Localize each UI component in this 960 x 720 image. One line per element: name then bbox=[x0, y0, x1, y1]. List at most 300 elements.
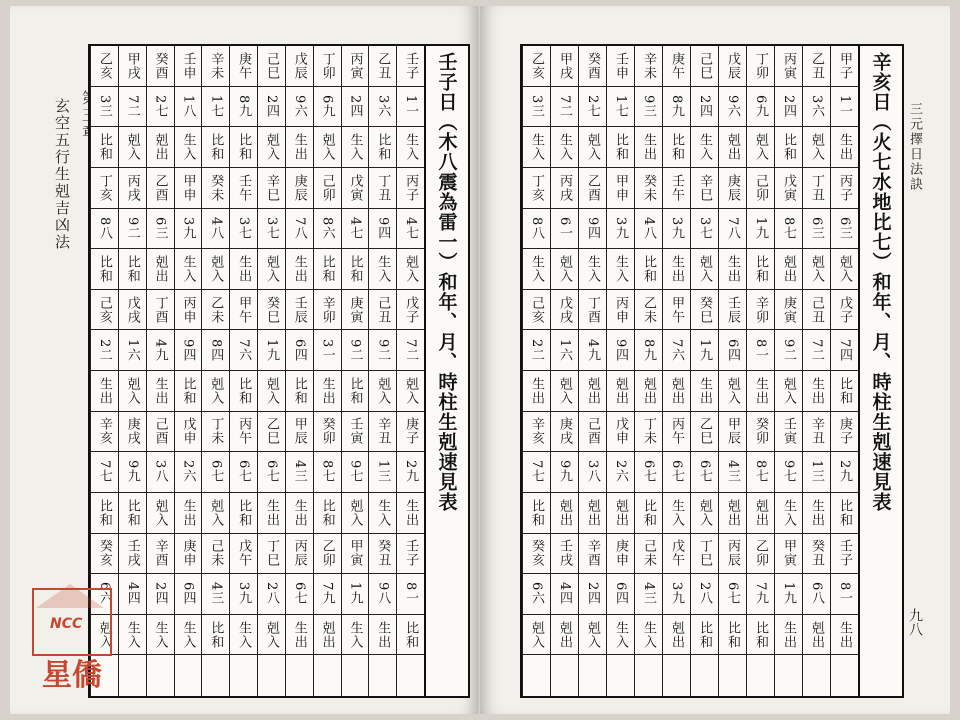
table-cell: 剋出 bbox=[550, 615, 578, 656]
table-cell: 8九 bbox=[634, 330, 662, 371]
page-number: 九八 bbox=[907, 608, 923, 636]
table-cell: 生入 bbox=[578, 249, 606, 290]
table-cell: 生入 bbox=[550, 127, 578, 168]
table-cell: 生出 bbox=[718, 249, 746, 290]
table-cell: 生入 bbox=[522, 249, 550, 290]
table-cell: 壬寅 bbox=[774, 412, 802, 453]
table-cell: 9九 bbox=[550, 452, 578, 493]
table-cell: 辛酉 bbox=[578, 534, 606, 575]
table-cell: 生入 bbox=[341, 615, 369, 656]
table-cell: 9七 bbox=[774, 452, 802, 493]
table-cell: 丙辰 bbox=[285, 534, 313, 575]
table-cell: 比和 bbox=[341, 371, 369, 412]
table-cell: 2七 bbox=[578, 87, 606, 128]
table-cell: 6四 bbox=[174, 574, 202, 615]
table-cell: 剋入 bbox=[90, 615, 118, 656]
table-cell: 剋出 bbox=[718, 493, 746, 534]
table-cell: 6七 bbox=[229, 452, 257, 493]
table-cell: 比和 bbox=[606, 127, 634, 168]
table-cell: 丁酉 bbox=[578, 290, 606, 331]
table-cell: 剋入 bbox=[257, 615, 285, 656]
table-cell: 剋入 bbox=[201, 249, 229, 290]
table-cell: 庚子 bbox=[830, 412, 858, 453]
table-cell: 壬戌 bbox=[550, 534, 578, 575]
table-cell: 甲辰 bbox=[285, 412, 313, 453]
table-cell: 9八 bbox=[368, 574, 396, 615]
table-cell: 9二 bbox=[368, 330, 396, 371]
table-cell-empty bbox=[690, 655, 718, 696]
table-cell: 剋入 bbox=[201, 493, 229, 534]
table-cell: 癸丑 bbox=[368, 534, 396, 575]
table-cell: 丙辰 bbox=[718, 534, 746, 575]
table-cell: 甲申 bbox=[174, 168, 202, 209]
left-table-grid bbox=[90, 46, 424, 696]
table-cell: 剋入 bbox=[368, 371, 396, 412]
table-cell: 6四 bbox=[718, 330, 746, 371]
table-cell: 壬午 bbox=[229, 168, 257, 209]
table-cell-empty bbox=[285, 655, 313, 696]
table-cell: 癸巳 bbox=[690, 290, 718, 331]
table-cell: 9七 bbox=[341, 452, 369, 493]
table-cell: 3六 bbox=[802, 87, 830, 128]
table-cell: 比和 bbox=[229, 371, 257, 412]
table-cell: 9四 bbox=[606, 330, 634, 371]
table-cell: 比和 bbox=[522, 493, 550, 534]
table-cell: 生出 bbox=[174, 493, 202, 534]
table-cell: 8七 bbox=[313, 452, 341, 493]
table-cell: 壬辰 bbox=[285, 290, 313, 331]
table-cell: 8九 bbox=[229, 87, 257, 128]
table-cell: 丁未 bbox=[634, 412, 662, 453]
table-cell: 6四 bbox=[285, 330, 313, 371]
table-cell-empty bbox=[118, 655, 146, 696]
table-cell: 6七 bbox=[201, 452, 229, 493]
table-cell: 6七 bbox=[634, 452, 662, 493]
table-cell: 庚午 bbox=[229, 46, 257, 87]
table-cell: 6七 bbox=[690, 452, 718, 493]
table-cell: 比和 bbox=[718, 615, 746, 656]
table-cell: 剋出 bbox=[802, 615, 830, 656]
table-cell-empty bbox=[802, 655, 830, 696]
table-cell: 丙戌 bbox=[550, 168, 578, 209]
table-cell: 3七 bbox=[229, 209, 257, 250]
table-cell: 生入 bbox=[774, 493, 802, 534]
table-cell: 甲寅 bbox=[341, 534, 369, 575]
left-table-title: 壬子日（木八震為雷一）和年、月、時柱生剋速見表 bbox=[435, 52, 458, 512]
table-cell: 9四 bbox=[578, 209, 606, 250]
table-cell: 戊寅 bbox=[341, 168, 369, 209]
table-cell: 8六 bbox=[313, 209, 341, 250]
table-cell: 3三 bbox=[522, 87, 550, 128]
table-cell: 丙寅 bbox=[774, 46, 802, 87]
table-cell: 1六 bbox=[118, 330, 146, 371]
table-cell: 丙申 bbox=[606, 290, 634, 331]
table-cell-empty bbox=[634, 655, 662, 696]
table-cell: 比和 bbox=[368, 127, 396, 168]
table-cell: 甲戌 bbox=[118, 46, 146, 87]
table-cell: 7二 bbox=[802, 330, 830, 371]
table-cell: 8七 bbox=[774, 209, 802, 250]
right-table-grid bbox=[522, 46, 858, 696]
table-cell: 辛未 bbox=[201, 46, 229, 87]
table-cell: 比和 bbox=[90, 127, 118, 168]
table-cell: 比和 bbox=[313, 493, 341, 534]
table-cell: 乙丑 bbox=[802, 46, 830, 87]
table-cell: 3七 bbox=[690, 209, 718, 250]
table-cell: 3九 bbox=[606, 209, 634, 250]
table-cell: 生出 bbox=[285, 615, 313, 656]
table-cell: 剋入 bbox=[578, 615, 606, 656]
right-table-title: 辛亥日（火七水地比七）和年、月、時柱生剋速見表 bbox=[869, 52, 892, 512]
table-cell: 生出 bbox=[830, 127, 858, 168]
table-cell: 辛卯 bbox=[746, 290, 774, 331]
table-cell: 2四 bbox=[341, 87, 369, 128]
table-cell: 丁丑 bbox=[368, 168, 396, 209]
table-cell: 4四 bbox=[118, 574, 146, 615]
table-cell: 比和 bbox=[229, 127, 257, 168]
table-cell: 生入 bbox=[368, 493, 396, 534]
table-cell: 癸酉 bbox=[146, 46, 174, 87]
table-cell-empty bbox=[146, 655, 174, 696]
table-cell: 4七 bbox=[341, 209, 369, 250]
table-cell: 1九 bbox=[690, 330, 718, 371]
table-cell: 丁丑 bbox=[802, 168, 830, 209]
table-cell: 生出 bbox=[774, 615, 802, 656]
table-cell: 2四 bbox=[146, 574, 174, 615]
table-cell: 丁巳 bbox=[690, 534, 718, 575]
table-cell: 剋出 bbox=[662, 615, 690, 656]
table-cell: 剋入 bbox=[550, 249, 578, 290]
table-cell: 丁亥 bbox=[90, 168, 118, 209]
table-cell: 1一 bbox=[396, 87, 424, 128]
table-cell-empty bbox=[396, 655, 424, 696]
table-cell: 丁巳 bbox=[257, 534, 285, 575]
table-cell: 3九 bbox=[229, 574, 257, 615]
table-cell: 比和 bbox=[396, 615, 424, 656]
table-cell-empty bbox=[550, 655, 578, 696]
table-cell: 戊申 bbox=[174, 412, 202, 453]
table-cell: 生入 bbox=[606, 615, 634, 656]
table-cell: 2四 bbox=[578, 574, 606, 615]
table-cell: 庚申 bbox=[606, 534, 634, 575]
table-cell: 己未 bbox=[201, 534, 229, 575]
table-cell: 7九 bbox=[746, 574, 774, 615]
table-cell: 剋入 bbox=[313, 127, 341, 168]
table-cell: 6八 bbox=[802, 574, 830, 615]
table-cell: 己卯 bbox=[313, 168, 341, 209]
table-cell: 6九 bbox=[746, 87, 774, 128]
table-cell: 生出 bbox=[229, 249, 257, 290]
table-cell: 己丑 bbox=[802, 290, 830, 331]
table-cell: 4八 bbox=[201, 209, 229, 250]
table-cell: 3一 bbox=[313, 330, 341, 371]
table-cell: 比和 bbox=[118, 249, 146, 290]
table-cell: 剋入 bbox=[257, 127, 285, 168]
table-cell: 剋入 bbox=[118, 371, 146, 412]
table-cell: 剋入 bbox=[802, 127, 830, 168]
table-cell: 戊子 bbox=[830, 290, 858, 331]
table-cell: 剋入 bbox=[830, 249, 858, 290]
table-cell: 庚申 bbox=[174, 534, 202, 575]
table-cell: 生出 bbox=[285, 249, 313, 290]
table-cell: 3九 bbox=[662, 574, 690, 615]
table-cell: 丙寅 bbox=[341, 46, 369, 87]
table-cell: 壬午 bbox=[662, 168, 690, 209]
logo-small-text: NCC bbox=[50, 616, 83, 632]
table-cell: 6一 bbox=[550, 209, 578, 250]
table-cell: 丁酉 bbox=[146, 290, 174, 331]
table-cell: 生出 bbox=[522, 371, 550, 412]
table-cell: 8八 bbox=[90, 209, 118, 250]
table-cell: 剋入 bbox=[396, 249, 424, 290]
table-cell: 7八 bbox=[718, 209, 746, 250]
table-cell-empty bbox=[606, 655, 634, 696]
table-cell: 乙巳 bbox=[690, 412, 718, 453]
table-cell-empty bbox=[257, 655, 285, 696]
table-cell: 比和 bbox=[201, 615, 229, 656]
table-cell: 癸未 bbox=[201, 168, 229, 209]
table-cell: 生入 bbox=[522, 127, 550, 168]
table-cell-empty bbox=[229, 655, 257, 696]
table-cell: 1三 bbox=[802, 452, 830, 493]
table-cell: 甲辰 bbox=[718, 412, 746, 453]
table-cell: 癸丑 bbox=[802, 534, 830, 575]
table-cell: 3九 bbox=[662, 209, 690, 250]
table-cell: 2八 bbox=[257, 574, 285, 615]
table-cell: 庚戌 bbox=[550, 412, 578, 453]
table-cell: 丙戌 bbox=[118, 168, 146, 209]
table-cell: 2八 bbox=[690, 574, 718, 615]
table-cell: 比和 bbox=[746, 249, 774, 290]
table-cell: 辛巳 bbox=[690, 168, 718, 209]
table-cell: 己酉 bbox=[146, 412, 174, 453]
table-cell: 丁卯 bbox=[746, 46, 774, 87]
table-cell: 6九 bbox=[313, 87, 341, 128]
table-cell: 6六 bbox=[522, 574, 550, 615]
table-cell: 生入 bbox=[229, 615, 257, 656]
table-cell: 生出 bbox=[313, 371, 341, 412]
table-cell: 1九 bbox=[257, 330, 285, 371]
table-cell: 生入 bbox=[118, 615, 146, 656]
table-cell: 癸卯 bbox=[313, 412, 341, 453]
table-cell: 剋出 bbox=[578, 371, 606, 412]
table-cell: 庚午 bbox=[662, 46, 690, 87]
table-cell: 己未 bbox=[634, 534, 662, 575]
table-cell: 剋入 bbox=[690, 493, 718, 534]
table-cell: 比和 bbox=[690, 615, 718, 656]
table-cell: 4九 bbox=[146, 330, 174, 371]
table-cell: 己巳 bbox=[257, 46, 285, 87]
table-cell: 7七 bbox=[522, 452, 550, 493]
table-cell: 生入 bbox=[690, 127, 718, 168]
table-cell: 9二 bbox=[118, 209, 146, 250]
table-cell: 生出 bbox=[285, 493, 313, 534]
table-cell-empty bbox=[746, 655, 774, 696]
table-cell: 乙亥 bbox=[522, 46, 550, 87]
table-cell: 剋出 bbox=[718, 127, 746, 168]
table-cell: 庚辰 bbox=[718, 168, 746, 209]
table-cell: 9二 bbox=[774, 330, 802, 371]
left-title-column bbox=[424, 46, 468, 696]
table-cell: 3六 bbox=[368, 87, 396, 128]
table-cell: 生入 bbox=[368, 249, 396, 290]
table-cell: 戊午 bbox=[229, 534, 257, 575]
table-cell: 6四 bbox=[606, 574, 634, 615]
table-cell: 剋入 bbox=[118, 127, 146, 168]
table-cell: 庚辰 bbox=[285, 168, 313, 209]
table-cell: 1九 bbox=[341, 574, 369, 615]
table-cell: 3九 bbox=[174, 209, 202, 250]
table-cell: 生出 bbox=[396, 493, 424, 534]
table-cell: 4八 bbox=[634, 209, 662, 250]
right-title-column bbox=[858, 46, 902, 696]
table-cell: 生出 bbox=[746, 371, 774, 412]
table-cell: 9四 bbox=[174, 330, 202, 371]
table-cell: 9四 bbox=[368, 209, 396, 250]
table-cell: 剋出 bbox=[774, 249, 802, 290]
table-cell: 生出 bbox=[285, 127, 313, 168]
table-cell: 戊辰 bbox=[718, 46, 746, 87]
table-cell: 乙巳 bbox=[257, 412, 285, 453]
table-cell: 壬戌 bbox=[118, 534, 146, 575]
table-cell: 戊申 bbox=[606, 412, 634, 453]
table-cell: 生入 bbox=[341, 127, 369, 168]
table-cell: 辛未 bbox=[634, 46, 662, 87]
table-cell: 丙申 bbox=[174, 290, 202, 331]
table-cell: 丙子 bbox=[396, 168, 424, 209]
table-cell: 戊戌 bbox=[550, 290, 578, 331]
table-cell: 6七 bbox=[718, 574, 746, 615]
table-cell: 6三 bbox=[146, 209, 174, 250]
table-cell: 丙午 bbox=[229, 412, 257, 453]
table-cell: 剋出 bbox=[146, 127, 174, 168]
table-cell: 8一 bbox=[396, 574, 424, 615]
table-cell: 戊子 bbox=[396, 290, 424, 331]
table-cell: 甲子 bbox=[830, 46, 858, 87]
table-cell: 6三 bbox=[802, 209, 830, 250]
table-cell: 生出 bbox=[257, 493, 285, 534]
table-cell: 戊寅 bbox=[774, 168, 802, 209]
table-cell: 8四 bbox=[201, 330, 229, 371]
table-cell: 壬申 bbox=[606, 46, 634, 87]
table-cell: 癸卯 bbox=[746, 412, 774, 453]
table-cell: 剋入 bbox=[746, 127, 774, 168]
table-cell: 剋入 bbox=[146, 493, 174, 534]
table-cell: 癸未 bbox=[634, 168, 662, 209]
table-cell: 9六 bbox=[285, 87, 313, 128]
table-cell: 8八 bbox=[522, 209, 550, 250]
table-cell: 癸亥 bbox=[90, 534, 118, 575]
table-cell-empty bbox=[774, 655, 802, 696]
table-cell: 己亥 bbox=[522, 290, 550, 331]
table-cell: 庚寅 bbox=[774, 290, 802, 331]
table-cell: 剋出 bbox=[606, 493, 634, 534]
table-cell: 1三 bbox=[368, 452, 396, 493]
table-cell: 庚戌 bbox=[118, 412, 146, 453]
table-cell: 比和 bbox=[830, 493, 858, 534]
table-cell: 剋入 bbox=[690, 249, 718, 290]
table-cell: 甲戌 bbox=[550, 46, 578, 87]
table-cell: 比和 bbox=[118, 493, 146, 534]
table-cell: 生出 bbox=[802, 493, 830, 534]
table-cell: 剋入 bbox=[522, 615, 550, 656]
table-cell: 7八 bbox=[285, 209, 313, 250]
table-cell: 剋出 bbox=[578, 493, 606, 534]
table-cell: 癸亥 bbox=[522, 534, 550, 575]
table-cell: 3八 bbox=[146, 452, 174, 493]
table-cell: 乙酉 bbox=[578, 168, 606, 209]
table-cell: 2九 bbox=[396, 452, 424, 493]
table-cell: 生出 bbox=[802, 371, 830, 412]
table-cell-empty bbox=[368, 655, 396, 696]
table-cell: 生入 bbox=[174, 127, 202, 168]
table-cell: 生入 bbox=[634, 615, 662, 656]
table-cell: 生出 bbox=[662, 249, 690, 290]
table-cell: 生入 bbox=[174, 249, 202, 290]
chapter-title: 玄空五行生剋吉凶法 bbox=[53, 98, 71, 251]
table-cell: 己卯 bbox=[746, 168, 774, 209]
table-cell: 1八 bbox=[174, 87, 202, 128]
table-cell: 1九 bbox=[774, 574, 802, 615]
table-cell: 4三 bbox=[201, 574, 229, 615]
table-cell: 6六 bbox=[90, 574, 118, 615]
table-cell: 比和 bbox=[634, 493, 662, 534]
table-cell-empty bbox=[830, 655, 858, 696]
table-cell-empty bbox=[718, 655, 746, 696]
table-cell: 乙卯 bbox=[746, 534, 774, 575]
table-cell: 8七 bbox=[746, 452, 774, 493]
table-cell: 生入 bbox=[662, 493, 690, 534]
table-cell: 辛亥 bbox=[90, 412, 118, 453]
table-cell: 比和 bbox=[90, 493, 118, 534]
table-cell: 8一 bbox=[746, 330, 774, 371]
table-cell: 生出 bbox=[146, 371, 174, 412]
table-cell: 剋入 bbox=[578, 127, 606, 168]
table-cell: 壬子 bbox=[396, 534, 424, 575]
table-cell: 2四 bbox=[690, 87, 718, 128]
table-cell: 剋出 bbox=[550, 493, 578, 534]
table-cell: 辛酉 bbox=[146, 534, 174, 575]
table-cell: 比和 bbox=[285, 371, 313, 412]
table-cell: 9九 bbox=[118, 452, 146, 493]
table-cell: 乙未 bbox=[634, 290, 662, 331]
table-cell: 比和 bbox=[201, 127, 229, 168]
table-cell: 生出 bbox=[90, 371, 118, 412]
table-cell: 壬辰 bbox=[718, 290, 746, 331]
table-cell: 8一 bbox=[830, 574, 858, 615]
table-cell: 3八 bbox=[578, 452, 606, 493]
table-cell: 生出 bbox=[690, 371, 718, 412]
table-cell: 乙未 bbox=[201, 290, 229, 331]
table-cell: 4三 bbox=[285, 452, 313, 493]
table-cell: 9六 bbox=[718, 87, 746, 128]
table-cell: 1七 bbox=[606, 87, 634, 128]
table-cell: 剋出 bbox=[146, 249, 174, 290]
table-cell: 壬寅 bbox=[341, 412, 369, 453]
table-cell: 8九 bbox=[662, 87, 690, 128]
table-cell: 比和 bbox=[774, 127, 802, 168]
table-cell: 3七 bbox=[257, 209, 285, 250]
table-cell: 7二 bbox=[550, 87, 578, 128]
table-cell: 剋入 bbox=[802, 249, 830, 290]
table-cell: 甲午 bbox=[662, 290, 690, 331]
table-cell: 7六 bbox=[662, 330, 690, 371]
table-cell: 癸巳 bbox=[257, 290, 285, 331]
table-cell: 剋入 bbox=[341, 493, 369, 534]
table-cell: 剋入 bbox=[257, 371, 285, 412]
table-cell: 丙子 bbox=[830, 168, 858, 209]
table-cell: 4三 bbox=[718, 452, 746, 493]
